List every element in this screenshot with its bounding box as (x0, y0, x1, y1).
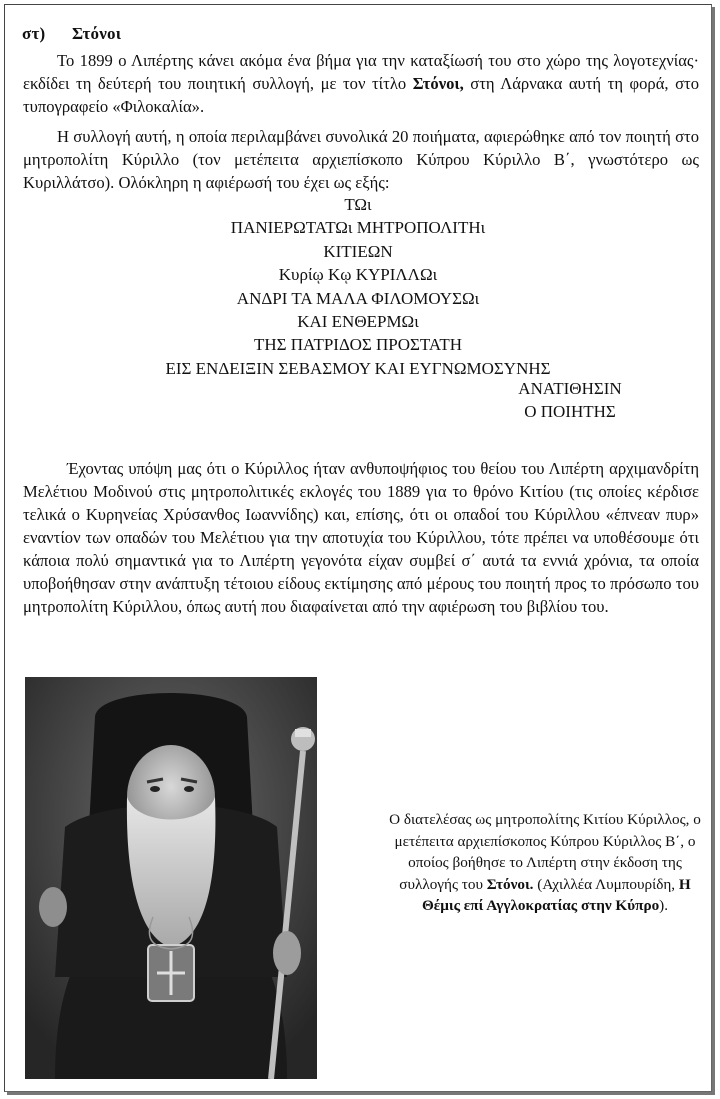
dedication-line: ΠΑΝΙΕΡΩΤΑΤΩι ΜΗΤΡΟΠΟΛΙΤΗι (230, 218, 486, 238)
dedication-line: ΤΩι (344, 195, 372, 214)
section-title: Στόνοι (72, 24, 122, 43)
caption-text: Ο διατελέσας ως μητροπολίτης Κιτίου Κύριλλος, ο μετέπειτα αρχιεπίσκοπος Κύπρου Κύριλλος Β΄, ο οποίος βοήθησε το Λιπέρτη στην έκδοση της συλλογής του (389, 811, 701, 893)
photo-caption (389, 809, 701, 917)
paragraph-dedication-intro: Η συλλογή αυτή, η οποία περιλαμβάνει συνολικά 20 ποιήματα, αφιερώθηκε από τον ποιητή στο μητροπολίτη Κύριλλο (τον μετέπειτα αρχιεπίσκοπο Κύπρου Κύριλλο Β΄, γνωστότερο ως Κυριλλάτσο). Ολόκληρη η αφιέρωσή του έχει ως εξής: (23, 127, 699, 192)
paragraph-intro-text: Το 1899 ο Λιπέρτης κάνει ακόμα ένα βήμα για την καταξίωσή του στο χώρο της λογοτεχνίας· εκδίδει τη δεύτερή του ποιητική συλλογή, με τον τίτλο (23, 51, 699, 93)
section-heading (22, 24, 121, 44)
portrait-image (25, 677, 317, 1079)
dedication-line: ΑΝΔΡΙ ΤΑ ΜΑΛΑ ΦΙΛΟΜΟΥΣΩι (236, 288, 480, 308)
paragraph-intro-tail: στη Λάρνακα αυτή τη φορά, στο τυπογραφείο «Φιλοκαλία». (23, 74, 700, 116)
dedication-block (5, 193, 711, 380)
caption-bold-title: Στόνοι. (486, 875, 534, 893)
collection-title: Στόνοι, (412, 74, 464, 93)
dedication-line: ΚΑΙ ΕΝΘΕΡΜΩι (297, 312, 419, 332)
paragraph-intro (23, 49, 699, 118)
document-page (4, 4, 712, 1092)
caption-source: (Αχιλλέα Λυμπουρίδη, (533, 875, 679, 893)
dedication-line: ΕΙΣ ΕΝΔΕΙΞΙΝ ΣΕΒΑΣΜΟΥ ΚΑΙ ΕΥΓΝΩΜΟΣΥΝΗΣ (165, 358, 551, 378)
signature-line: ΑΝΑΤΙΘΗΣΙΝ (518, 379, 622, 398)
caption-end: ). (659, 897, 669, 914)
dedication-line: Κυρίῳ Κῳ ΚΥΡΙΛΛΩι (278, 265, 438, 285)
signature-line: Ο ΠΟΙΗΤΗΣ (524, 402, 616, 422)
dedication-line: ΚΙΤΙΕΩΝ (323, 241, 393, 261)
paragraph-analysis: Έχοντας υπόψη μας ότι ο Κύριλλος ήταν ανθυποψήφιος του θείου του Λιπέρτη αρχιμανδρίτη Μελέτιου Μοδινού στις μητροπολιτικές εκλογές του 1889 για το θρόνο Κιτίου (τις οποίες κέρδισε τελικά ο Κυρηνείας Χρύσανθος Ιωαννίδης) και, επίσης, ότι οι οπαδοί του Κύριλλου «έπνεαν πυρ» εναντίον των οπαδών του Μελέτιου για την αποτυχία του Κύριλλου, τότε πρέπει να υποθέσουμε ότι κάποια πολύ σημαντικά για το Λιπέρτη γεγονότα είχαν συμβεί σ΄ αυτά τα εννιά χρόνια, τα οποία υποβοήθησαν στην ανάπτυξη τέτοιου είδους εκτίμησης από μέρους του ποιητή προς το πρόσωπο του μητροπολίτη Κύριλλου, όπως αυτή που διαφαίνεται από την αφιέρωση του βιβλίου του. (23, 459, 699, 616)
portrait-photo (25, 677, 317, 1079)
dedication-line: ΤΗΣ ΠΑΤΡΙΔΟΣ ΠΡΟΣΤΑΤΗ (253, 335, 463, 355)
section-number: στ) (22, 24, 46, 43)
dedication-signature (505, 377, 635, 424)
caption-source-title: Η Θέμις επί Αγγλοκρατίας στην Κύπρο (421, 875, 691, 914)
